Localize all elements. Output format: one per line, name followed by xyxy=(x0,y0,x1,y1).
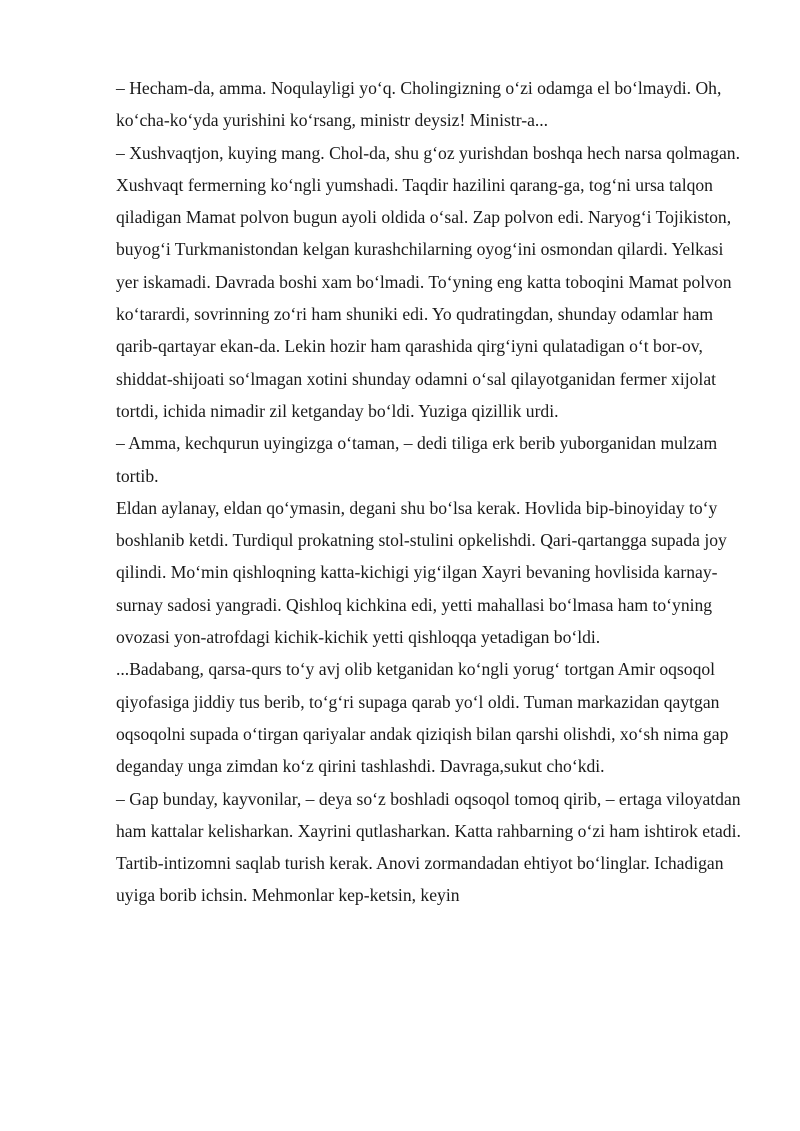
paragraph-2: – Xushvaqtjon, kuying mang. Chol-da, shu g‘oz yurishdan boshqa hech narsa qolmagan. xyxy=(116,142,740,163)
paragraph-3: Xushvaqt fermerning ko‘ngli yumshadi. Taqdir hazilini qarang-ga, tog‘ni ursa talqon qiladigan Mamat polvon bugun ayoli oldida o‘sal. Zap polvon edi. Naryog‘i Tojikiston, buyog‘i Turkmanistondan kelgan kurashchilarning oyog‘ini osmondan qilardi. Yelkasi yer iskamadi. Davrada boshi xam bo‘lmadi. To‘yning eng katta toboqini Mamat polvon ko‘tarardi, sovrinning zo‘ri ham shuniki edi. Yo qudratingdan, shunday odamlar ham qarib-qartayar ekan-da. Lekin hozir ham qarashida qirg‘iyni qulatadigan o‘t bor-ov, shiddat-shijoati so‘lmagan xotini shunday odamni o‘sal qilayotganidan fermer xijolat tortdi, ichida nimadir zil ketganday bo‘ldi. Yuziga qizillik urdi. xyxy=(116,174,732,421)
paragraph-4: – Amma, kechqurun uyingizga o‘taman, – dedi tiliga erk berib yuborganidan mulzam tortib. xyxy=(116,433,718,486)
paragraph-7: – Gap bunday, kayvonilar, – deya so‘z boshladi oqsoqol tomoq qirib, – ertaga viloyatdan ham kattalar kelisharkan. Xayrini qutlasharkan. Katta rahbarning o‘zi ham ishtirok etadi. Tartib-intizomni saqlab turish kerak. Anovi zormandadan ehtiyot bo‘linglar. Ichadigan uyiga borib ichsin. Mehmonlar kep-ketsin, keyin xyxy=(116,788,741,906)
paragraph-1: – Hecham-da, amma. Noqulayligi yo‘q. Cholingizning o‘zi odamga el bo‘lmaydi. Oh, ko‘cha-ko‘yda yurishini ko‘rsang, ministr deysiz! Ministr-a... xyxy=(116,78,722,131)
paragraph-6: ...Badabang, qarsa-qurs to‘y avj olib ketganidan ko‘ngli yorug‘ tortgan Amir oqsoqol qiyofasiga jiddiy tus berib, to‘g‘ri supaga qarab yo‘l oldi. Tuman markazidan qaytgan oqsoqolni supada o‘tirgan qariyalar andak qiziqish bilan qarshi olishdi, xo‘sh nima gap deganday unga zimdan ko‘z qirini tashlashdi. Davraga,sukut cho‘kdi. xyxy=(116,659,729,777)
paragraph-5: Eldan aylanay, eldan qo‘ymasin, degani shu bo‘lsa kerak. Hovlida bip-binoyiday to‘y boshlanib ketdi. Turdiqul prokatning stol-stulini opkelishdi. Qari-qartangga supada joy qilindi. Mo‘min qishloqning katta-kichigi yig‘ilgan Xayri bevaning hovlisida karnay-surnay sadosi yangradi. Qishloq kichkina edi, yetti mahallasi bo‘lmasa ham to‘yning ovozasi yon-atrofdagi kichik-kichik yetti qishloqqa yetadigan bo‘ldi. xyxy=(116,497,727,648)
body-text xyxy=(116,72,746,912)
